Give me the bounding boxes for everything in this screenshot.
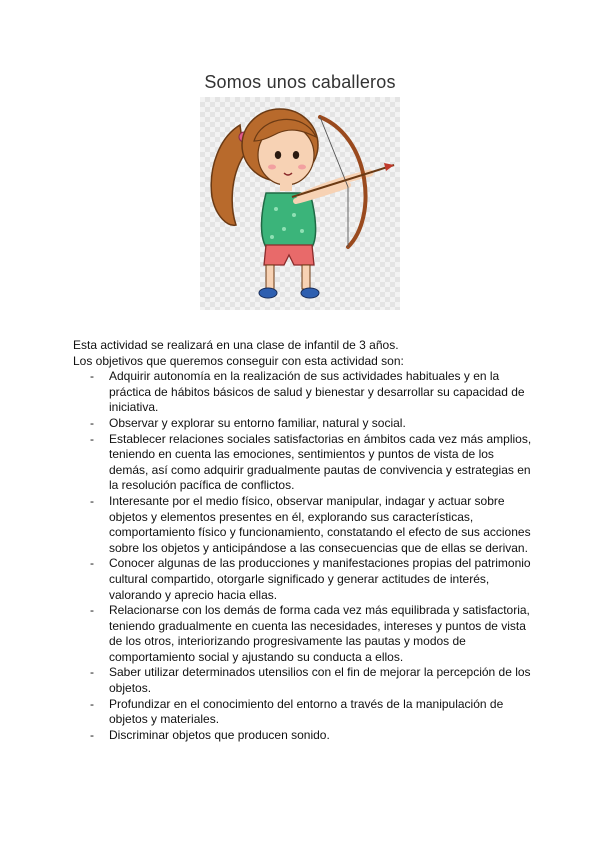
- objective-text: Relacionarse con los demás de forma cada vez más equilibrada y satisfactoria, teniendo gradualmente en cuenta las necesidades, intereses y puntos de vista de los otros, interiorizando progresivamente las pautas y modos de comportamiento social y ajustando su conducta a ellos.: [109, 603, 530, 664]
- page-title: Somos unos caballeros: [204, 72, 396, 92]
- objective-text: Discriminar objetos que producen sonido.: [109, 727, 330, 742]
- objective-text: Interesante por el medio físico, observar manipular, indagar y actuar sobre objetos y elementos presentes en él, explorando sus características, comportamiento físico y funcionamiento, constatando el efecto de sus acciones sobre los objetos y anticipándose a las consecuencias que de ellas se derivan.: [109, 493, 531, 555]
- list-item: [73, 432, 533, 494]
- list-item: [73, 416, 533, 432]
- list-item: [73, 603, 533, 665]
- intro-line-1: Esta actividad se realizará en una clase de infantil de 3 años.: [73, 338, 399, 352]
- bullet-dash: -: [90, 727, 94, 742]
- girl-archer-icon: [200, 97, 400, 310]
- bullet-dash: -: [90, 556, 94, 571]
- bullet-dash: -: [90, 431, 94, 446]
- document-body: [73, 338, 533, 743]
- bullet-dash: -: [90, 603, 94, 618]
- objective-text: Conocer algunas de las producciones y manifestaciones propias del patrimonio cultural compartido, otorgarle significado y generar actitudes de interés, valorando y aprecio hacia ellas.: [109, 556, 531, 602]
- bullet-dash: -: [90, 415, 94, 430]
- objective-text: Establecer relaciones sociales satisfactorias en ámbitos cada vez más amplios, teniendo en cuenta las emociones, sentimientos y puntos de vista de los demás, así como adquirir gradualmente pautas de convivencia y estrategias en la resolución pacífica de conflictos.: [109, 431, 532, 493]
- list-item: [73, 494, 533, 556]
- objective-text: Saber utilizar determinados utensilios con el fin de mejorar la percepción de los objetos.: [109, 665, 531, 696]
- bullet-dash: -: [90, 696, 94, 711]
- bullet-dash: -: [90, 493, 94, 508]
- list-item: [73, 665, 533, 696]
- list-item: [73, 556, 533, 603]
- bullet-dash: -: [90, 369, 94, 384]
- objective-text: Adquirir autonomía en la realización de sus actividades habituales y en la práctica de hábitos básicos de salud y bienestar y desarrollar su capacidad de iniciativa.: [109, 369, 525, 415]
- list-item: [73, 728, 533, 744]
- objective-text: Profundizar en el conocimiento del entorno a través de la manipulación de objetos y materiales.: [109, 696, 504, 727]
- intro-line-2: Los objetivos que queremos conseguir con esta actividad son:: [73, 353, 404, 368]
- list-item: [73, 697, 533, 728]
- bullet-dash: -: [90, 665, 94, 680]
- objectives-list: [73, 369, 533, 743]
- list-item: [73, 369, 533, 416]
- objective-text: Observar y explorar su entorno familiar, natural y social.: [109, 415, 406, 430]
- girl-archer-illustration: [200, 97, 400, 310]
